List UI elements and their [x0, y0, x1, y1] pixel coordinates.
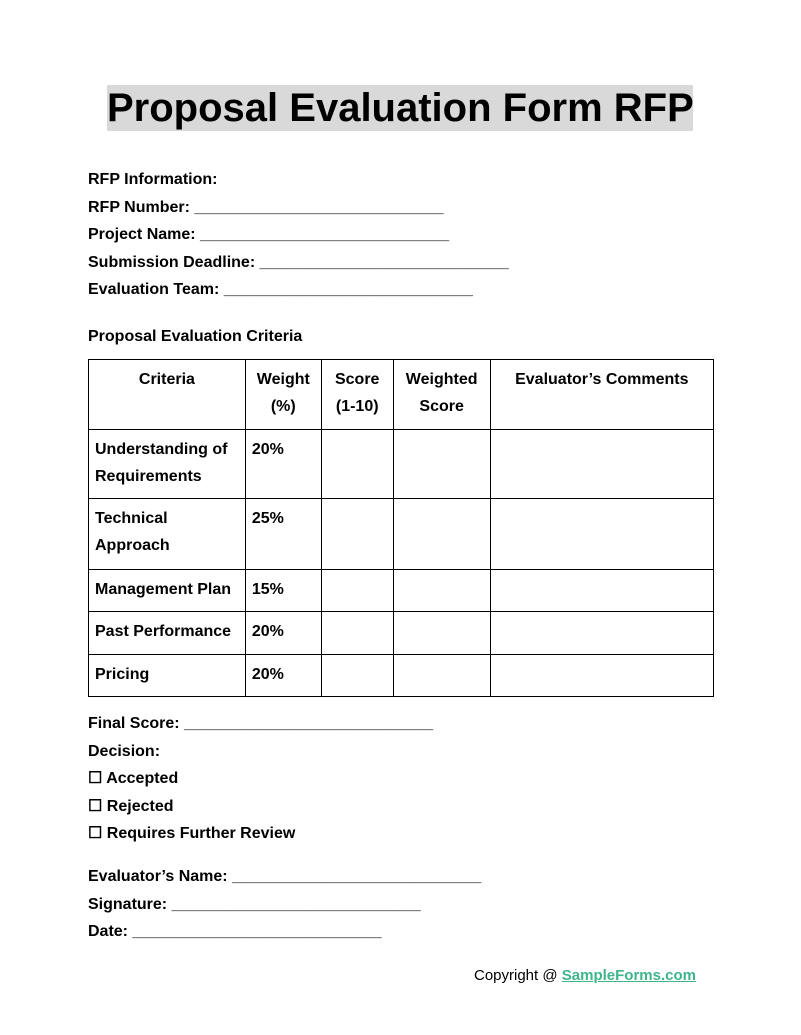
signature-blank[interactable]: ____________________________ [171, 896, 421, 913]
header-weight: Weight (%) [245, 360, 321, 430]
final-score-field [88, 714, 433, 734]
copyright-prefix: Copyright @ [474, 967, 562, 984]
row-score-cell[interactable] [321, 655, 393, 697]
rfp-number-blank[interactable]: ____________________________ [194, 199, 444, 216]
table-row [89, 430, 714, 499]
row-criteria: Pricing [89, 655, 246, 697]
header-weighted-score: Weighted Score [393, 360, 490, 430]
row-score-cell[interactable] [321, 499, 393, 570]
header-score: Score (1-10) [321, 360, 393, 430]
decision-option-rejected[interactable] [88, 797, 174, 817]
final-score-blank[interactable]: ____________________________ [184, 715, 434, 732]
header-comments: Evaluator’s Comments [490, 360, 713, 430]
decision-option-further-review[interactable] [88, 824, 295, 844]
row-score-cell[interactable] [321, 570, 393, 612]
row-weighted-score-cell[interactable] [393, 499, 490, 570]
evaluation-team-label: Evaluation Team: [88, 281, 220, 298]
rfp-number-label: RFP Number: [88, 199, 190, 216]
table-row [89, 655, 714, 697]
rfp-info-heading: RFP Information: [88, 171, 218, 188]
evaluator-name-blank[interactable]: ____________________________ [232, 868, 482, 885]
header-criteria: Criteria [89, 360, 246, 430]
date-blank[interactable]: ____________________________ [132, 923, 382, 940]
row-weighted-score-cell[interactable] [393, 570, 490, 612]
evaluator-name-label: Evaluator’s Name: [88, 868, 228, 885]
row-criteria: Understanding of Requirements [89, 430, 246, 499]
row-score-cell[interactable] [321, 612, 393, 655]
row-weight: 20% [245, 655, 321, 697]
evaluator-name-field [88, 867, 481, 887]
row-weighted-score-cell[interactable] [393, 612, 490, 655]
signature-label: Signature: [88, 896, 168, 913]
project-name-label: Project Name: [88, 226, 196, 243]
project-name-blank[interactable]: ____________________________ [200, 226, 450, 243]
row-weight: 15% [245, 570, 321, 612]
table-row [89, 612, 714, 655]
final-score-label: Final Score: [88, 715, 180, 732]
signature-field [88, 895, 421, 915]
submission-deadline-blank[interactable]: ____________________________ [259, 254, 509, 271]
row-comments-cell[interactable] [490, 612, 713, 655]
checkbox-icon[interactable]: ☐ [88, 770, 103, 787]
evaluation-criteria-table [88, 359, 714, 697]
row-weighted-score-cell[interactable] [393, 430, 490, 499]
decision-option-accepted[interactable] [88, 769, 178, 789]
table-row [89, 570, 714, 612]
row-criteria: Management Plan [89, 570, 246, 612]
submission-deadline-field [88, 253, 509, 273]
page-title: Proposal Evaluation Form RFP [107, 86, 694, 130]
row-weight: 20% [245, 612, 321, 655]
evaluation-team-blank[interactable]: ____________________________ [223, 281, 473, 298]
rfp-number-field [88, 198, 444, 218]
row-comments-cell[interactable] [490, 655, 713, 697]
option-label: Accepted [106, 770, 179, 787]
decision-label: Decision: [88, 743, 161, 760]
option-label: Requires Further Review [106, 825, 296, 842]
row-weight: 25% [245, 499, 321, 570]
checkbox-icon[interactable]: ☐ [88, 825, 103, 842]
row-weight: 20% [245, 430, 321, 499]
brand-link[interactable]: SampleForms.com [561, 967, 696, 984]
row-weighted-score-cell[interactable] [393, 655, 490, 697]
table-header-row [89, 360, 714, 430]
checkbox-icon[interactable]: ☐ [88, 798, 103, 815]
row-comments-cell[interactable] [490, 430, 713, 499]
project-name-field [88, 225, 449, 245]
table-row [89, 499, 714, 570]
option-label: Rejected [106, 798, 174, 815]
row-comments-cell[interactable] [490, 570, 713, 612]
row-criteria: Technical Approach [89, 499, 246, 570]
row-criteria: Past Performance [89, 612, 246, 655]
copyright-notice [474, 966, 696, 986]
evaluation-team-field [88, 280, 473, 300]
date-field [88, 922, 382, 942]
date-label: Date: [88, 923, 129, 940]
criteria-heading: Proposal Evaluation Criteria [88, 328, 303, 345]
row-comments-cell[interactable] [490, 499, 713, 570]
submission-deadline-label: Submission Deadline: [88, 254, 256, 271]
row-score-cell[interactable] [321, 430, 393, 499]
